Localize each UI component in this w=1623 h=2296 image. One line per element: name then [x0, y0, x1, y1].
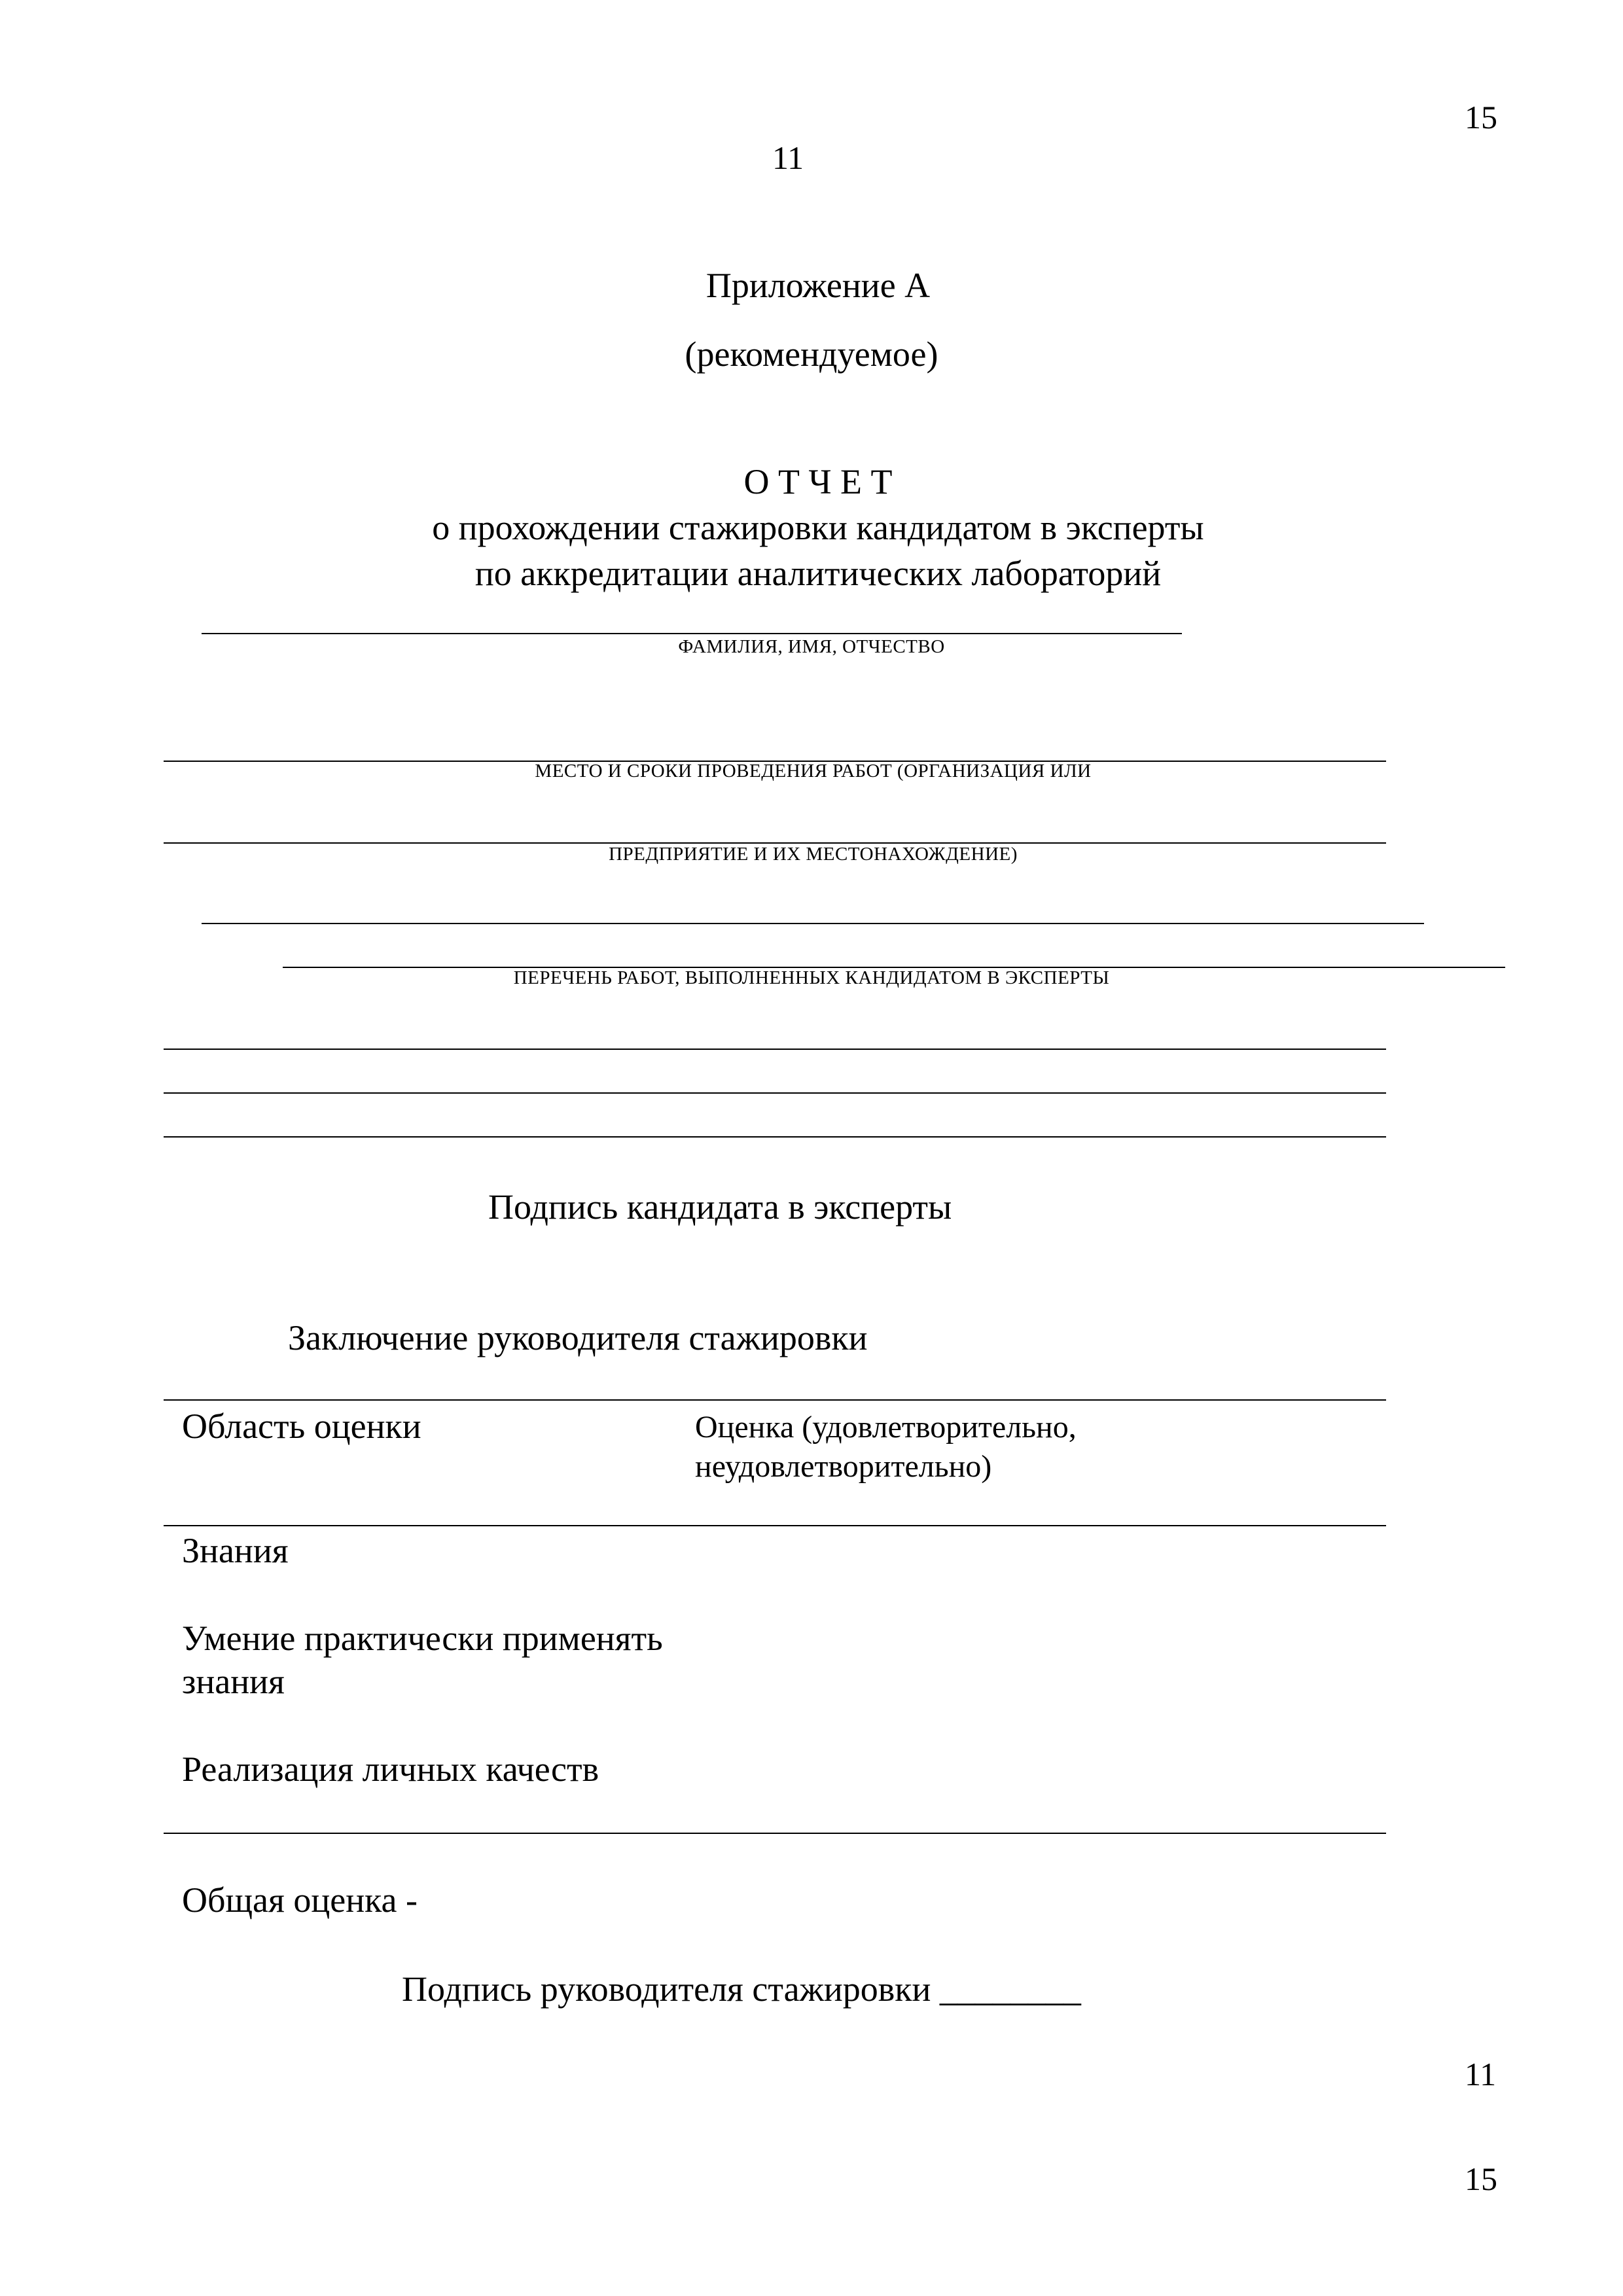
- row-knowledge: Знания: [182, 1531, 289, 1570]
- appendix-title: Приложение А: [705, 266, 931, 305]
- page-number-top-center: 11: [772, 139, 804, 176]
- page-number-bottom-right-1: 11: [1465, 2056, 1497, 2092]
- appendix-type: (рекомендуемое): [685, 334, 938, 374]
- report-subtitle-line-2: по аккредитации аналитических лабораторий: [474, 554, 1162, 593]
- overall-grade-label: Общая оценка -: [182, 1880, 418, 1920]
- report-subtitle-line-1: о прохождении стажировки кандидатом в эксперты: [432, 508, 1204, 547]
- works-line-1: [202, 923, 1424, 924]
- works-list-caption: ПЕРЕЧЕНЬ РАБОТ, ВЫПОЛНЕННЫХ КАНДИДАТОМ В ЭКСПЕРТЫ: [513, 967, 1110, 988]
- works-line-4: [164, 1092, 1386, 1094]
- row-practical-application-line-1: Умение практически применять: [182, 1619, 663, 1658]
- table-bottom-rule: [164, 1833, 1386, 1834]
- conclusion-title: Заключение руководителя стажировки: [288, 1318, 868, 1357]
- page-number-bottom-right-2: 15: [1465, 2161, 1497, 2197]
- place-caption-line-2: ПРЕДПРИЯТИЕ И ИХ МЕСТОНАХОЖДЕНИЕ): [609, 844, 1018, 865]
- column-header-grade-line-2: неудовлетворительно): [695, 1449, 992, 1484]
- candidate-signature-label: Подпись кандидата в эксперты: [488, 1187, 952, 1227]
- full-name-line: [202, 633, 1182, 634]
- table-top-rule: [164, 1399, 1386, 1401]
- supervisor-signature-label: Подпись руководителя стажировки ________: [402, 1969, 1081, 2009]
- row-practical-application-line-2: знания: [182, 1662, 285, 1701]
- column-header-grade-line-1: Оценка (удовлетворительно,: [695, 1410, 1077, 1444]
- place-caption-line-1: МЕСТО И СРОКИ ПРОВЕДЕНИЯ РАБОТ (ОРГАНИЗАЦИЯ ИЛИ: [535, 761, 1092, 781]
- works-line-5: [164, 1136, 1386, 1138]
- full-name-caption: ФАМИЛИЯ, ИМЯ, ОТЧЕСТВО: [678, 636, 945, 657]
- table-header-rule: [164, 1525, 1386, 1526]
- row-personal-qualities: Реализация личных качеств: [182, 1749, 599, 1789]
- report-title: О Т Ч Е Т: [743, 462, 893, 501]
- works-line-3: [164, 1049, 1386, 1050]
- page-number-top-right: 15: [1465, 99, 1497, 135]
- column-header-area: Область оценки: [182, 1407, 421, 1446]
